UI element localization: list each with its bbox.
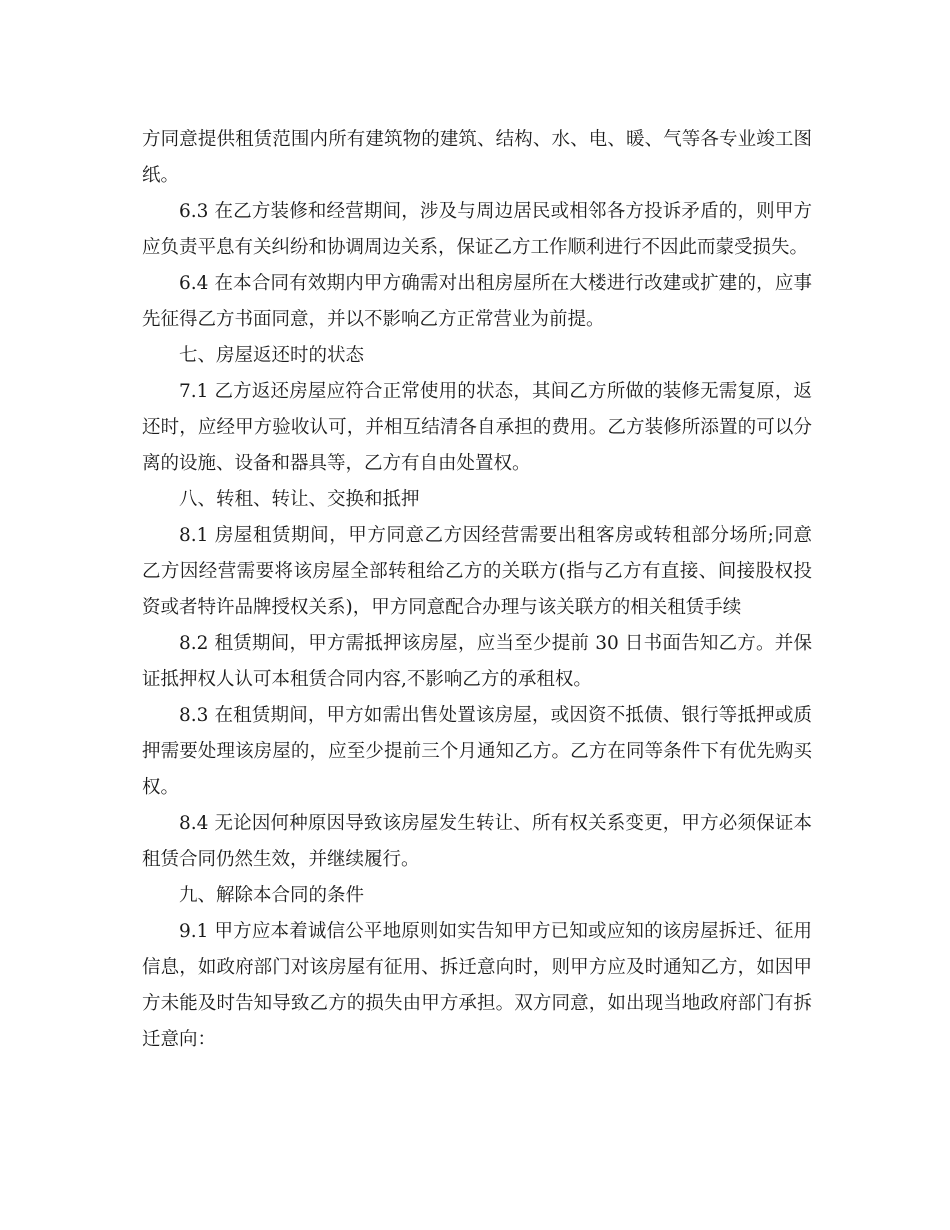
clause-8-1: 8.1 房屋租赁期间，甲方同意乙方因经营需要出租客房或转租部分场所;同意乙方因经营需要将该房屋全部转租给乙方的关联方(指与乙方有直接、间接股权投资或者特许品牌授权关系)，甲方同意配合办理与该关联方的相关租赁手续 (142, 525, 812, 618)
clause-8-3: 8.3 在租赁期间，甲方如需出售处置该房屋，或因资不抵债、银行等抵押或质押需要处理该房屋的，应至少提前三个月通知乙方。乙方在同等条件下有优先购买权。 (142, 705, 812, 798)
paragraph-continuation: 方同意提供租赁范围内所有建筑物的建筑、结构、水、电、暖、气等各专业竣工图纸。 (142, 129, 812, 186)
section-heading-7: 七、房屋返还时的状态 (179, 345, 365, 366)
clause-9-1: 9.1 甲方应本着诚信公平地原则如实告知甲方已知或应知的该房屋拆迁、征用信息，如政府部门对该房屋有征用、拆迁意向时，则甲方应及时通知乙方，如因甲方未能及时告知导致乙方的损失由甲方承担。双方同意，如出现当地政府部门有拆迁意向： (142, 921, 812, 1050)
clause-8-2: 8.2 租赁期间，甲方需抵押该房屋，应当至少提前 30 日书面告知乙方。并保证抵押权人认可本租赁合同内容,不影响乙方的承租权。 (142, 633, 812, 690)
clause-6-4: 6.4 在本合同有效期内甲方确需对出租房屋所在大楼进行改建或扩建的，应事先征得乙方书面同意，并以不影响乙方正常营业为前提。 (142, 273, 812, 330)
section-heading-9: 九、解除本合同的条件 (179, 885, 365, 906)
document-body (142, 122, 812, 1058)
clause-6-3: 6.3 在乙方装修和经营期间，涉及与周边居民或相邻各方投诉矛盾的，则甲方应负责平息有关纠纷和协调周边关系，保证乙方工作顺利进行不因此而蒙受损失。 (142, 201, 812, 258)
section-heading-8: 八、转租、转让、交换和抵押 (179, 489, 420, 510)
clause-7-1: 7.1 乙方返还房屋应符合正常使用的状态，其间乙方所做的装修无需复原，返还时，应经甲方验收认可，并相互结清各自承担的费用。乙方装修所添置的可以分离的设施、设备和器具等，乙方有自由处置权。 (142, 381, 812, 474)
clause-8-4: 8.4 无论因何种原因导致该房屋发生转让、所有权关系变更，甲方必须保证本租赁合同仍然生效，并继续履行。 (142, 813, 812, 870)
